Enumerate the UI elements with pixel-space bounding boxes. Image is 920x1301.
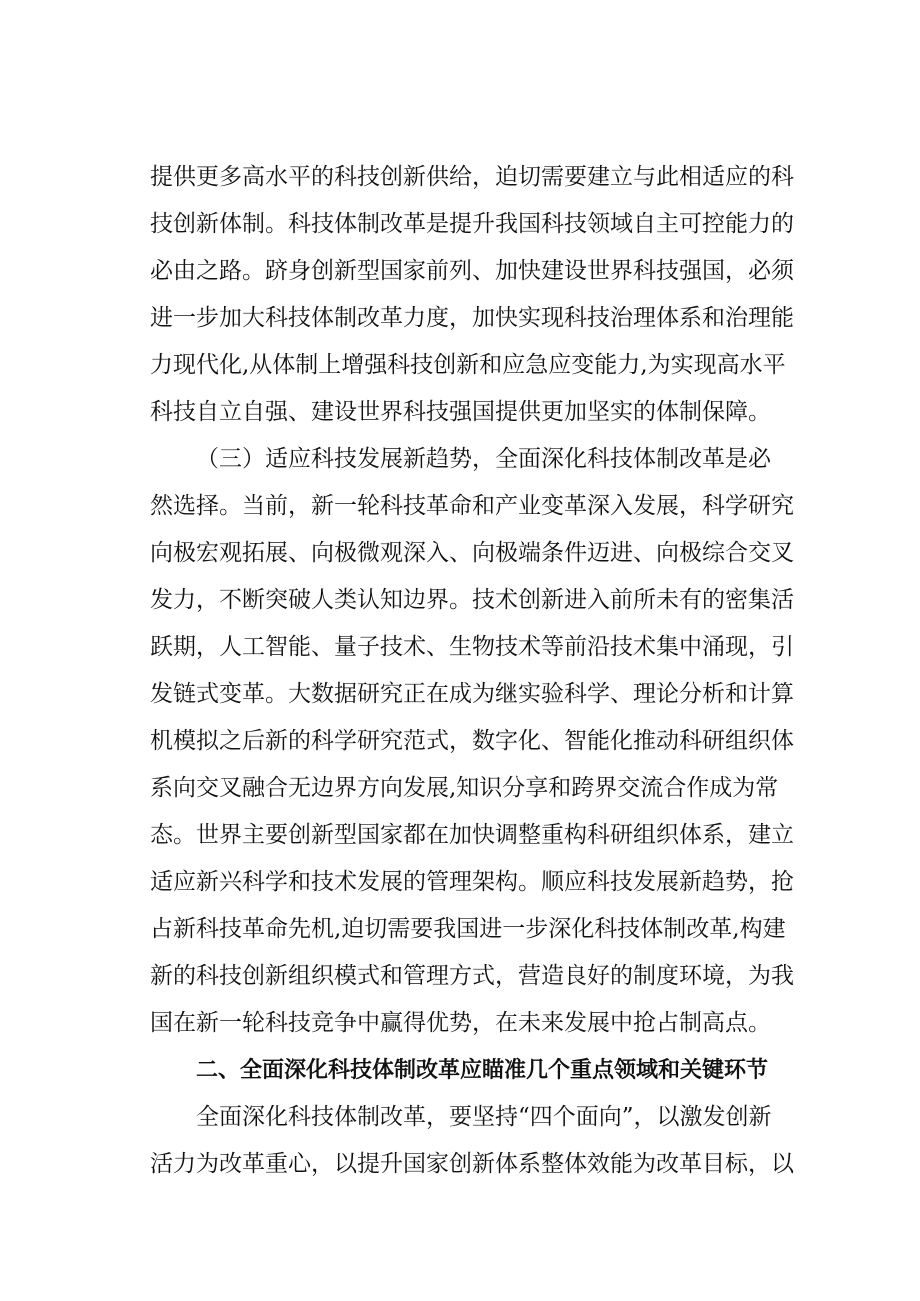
paragraph-2-line: 发链式变革。大数据研究正在成为继实验科学、理论分析和计算 [150, 681, 794, 707]
paragraph-2-line: 跃期，人工智能、量子技术、生物技术等前沿技术集中涌现，引 [150, 634, 794, 660]
paragraph-2-line: 新的科技创新组织模式和管理方式，营造良好的制度环境，为我 [150, 963, 794, 989]
paragraph-2-line: 向极宏观拓展、向极微观深入、向极端条件迈进、向极综合交叉 [150, 540, 794, 566]
paragraph-1-line: 提供更多高水平的科技创新供给，迫切需要建立与此相适应的科 [150, 164, 794, 190]
paragraph-1-line: 力现代化,从体制上增强科技创新和应急应变能力,为实现高水平 [150, 352, 786, 378]
paragraph-1-line: 必由之路。跻身创新型国家前列、加快建设世界科技强国，必须 [150, 258, 794, 284]
paragraph-1-line: 科技自立自强、建设世界科技强国提供更加坚实的体制保障。 [150, 399, 771, 425]
paragraph-2-line: 发力，不断突破人类认知边界。技术创新进入前所未有的密集活 [150, 587, 794, 613]
paragraph-2-line: 国在新一轮科技竞争中赢得优势，在未来发展中抢占制高点。 [150, 1010, 771, 1036]
paragraph-2-line: 适应新兴科学和技术发展的管理架构。顺应科技发展新趋势，抢 [150, 869, 794, 895]
paragraph-3-line: 全面深化科技体制改革，要坚持“四个面向”，以激发创新 [196, 1104, 772, 1130]
section-heading: 二、全面深化科技体制改革应瞄准几个重点领域和关键环节 [196, 1058, 769, 1083]
paragraph-2-line: 占新科技革命先机,迫切需要我国进一步深化科技体制改革,构建 [150, 916, 786, 942]
paragraph-1-line: 进一步加大科技体制改革力度，加快实现科技治理体系和治理能 [150, 305, 794, 331]
paragraph-2-line: 系向交叉融合无边界方向发展,知识分享和跨界交流合作成为常 [150, 775, 779, 801]
paragraph-2-line: 机模拟之后新的科学研究范式，数字化、智能化推动科研组织体 [150, 728, 794, 754]
paragraph-2-line: （三）适应科技发展新趋势，全面深化科技体制改革是必 [196, 446, 771, 472]
paragraph-1-line: 技创新体制。科技体制改革是提升我国科技领域自主可控能力的 [150, 211, 794, 237]
paragraph-2-line: 态。世界主要创新型国家都在加快调整重构科研组织体系，建立 [150, 822, 794, 848]
paragraph-2-line: 然选择。当前，新一轮科技革命和产业变革深入发展，科学研究 [150, 493, 794, 519]
paragraph-3-line: 活力为改革重心，以提升国家创新体系整体效能为改革目标，以 [150, 1151, 794, 1177]
